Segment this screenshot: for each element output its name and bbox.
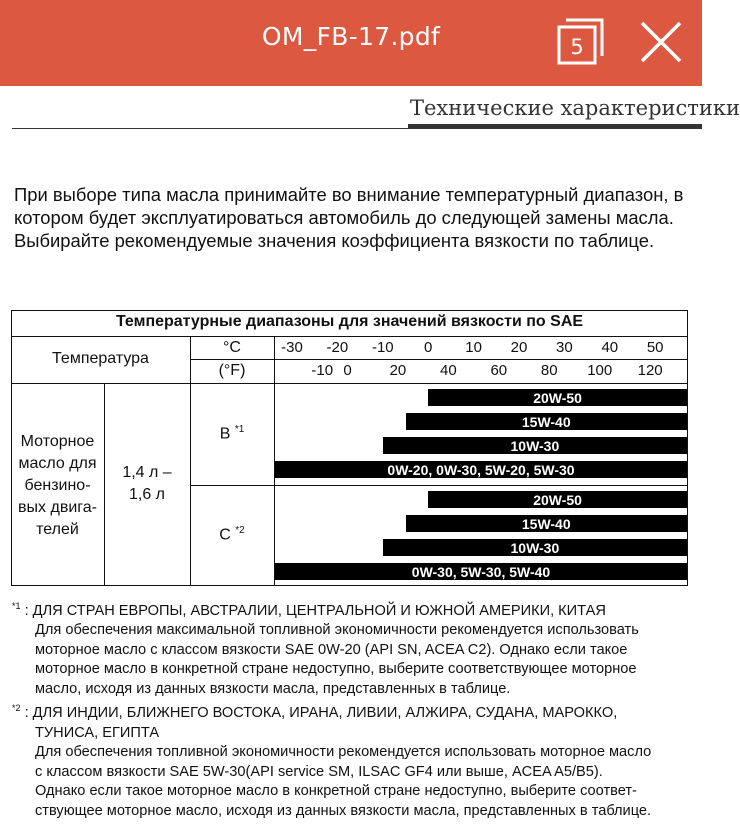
celsius-tick: 0 [424, 339, 433, 356]
celsius-tick: -10 [371, 339, 394, 356]
footnote-1-line: моторное масло в конкретной стране недоступно, выберите соответствующее моторное [35, 661, 637, 678]
header-rule-accent [408, 124, 702, 129]
footnote-1-line: масло, исходя из данных вязкости масла, представленных в таблице. [35, 680, 511, 697]
section-header: Технические характеристики [410, 96, 740, 120]
viscosity-bar: 20W-50 [428, 491, 687, 508]
table-line [190, 485, 688, 486]
fahrenheit-tick: 0 [343, 362, 352, 379]
top-toolbar [0, 0, 702, 86]
fahrenheit-tick: 20 [389, 362, 407, 379]
fahrenheit-tick: 40 [440, 362, 457, 379]
celsius-tick: 30 [556, 339, 573, 356]
viscosity-bar: 10W-30 [383, 539, 687, 556]
fahrenheit-tick: 80 [540, 362, 558, 379]
engine-oil-label: Моторное масло для бензино- вых двига- телей [18, 433, 97, 538]
page-count: 5 [570, 35, 584, 59]
engine-volume-label: 1,4 л – 1,6 л [122, 464, 172, 503]
table-line [11, 383, 688, 384]
group-b-label: B $^{*1}$ [219, 424, 245, 443]
group-c-label: C $^{*2}$ [219, 525, 245, 544]
pages-button[interactable] [556, 15, 608, 67]
table-line [190, 359, 688, 360]
fahrenheit-tick: 60 [490, 362, 508, 379]
fahrenheit-unit: (°F) [218, 362, 246, 379]
celsius-tick: 40 [601, 339, 619, 356]
pages-stack-icon [556, 15, 608, 67]
fahrenheit-tick: 100 [587, 362, 613, 379]
table-line [11, 336, 688, 337]
celsius-tick: -20 [326, 339, 349, 356]
footnote-1-line: моторное масло с классом вязкости SAE 0W-20 (API SN, ACEA C2). Однако если такое [35, 641, 628, 658]
footnote-2-line: Для обеспечения топливной экономичности рекомендуется использовать моторное масло [35, 744, 652, 761]
close-icon [633, 15, 689, 71]
intro-paragraph: При выборе типа масла принимайте во внимание температурный диапазон, в котором будет эксплуатироваться автомобиль до следующей замены масла. Выбирайте рекомендуемые значения коэффициента вязкости по таблице. [14, 184, 684, 251]
footnote-2-line: Однако если такое моторное масло в конкретной стране недоступно, выберите соответ- [35, 783, 637, 800]
celsius-tick: -30 [281, 339, 303, 356]
footnote-2-line: с классом вязкости SAE 5W-30(API service SM, ILSAC GF4 или выше, ACEA A5/B5). [35, 763, 603, 780]
celsius-tick: 50 [646, 339, 664, 356]
table-title: Температурные диапазоны для значений вязкости по SAE [115, 313, 584, 330]
document-title: OM_FB-17.pdf [261, 22, 441, 51]
viscosity-bar: 0W-30, 5W-30, 5W-40 [275, 563, 687, 580]
viscosity-bar: 15W-40 [406, 413, 688, 430]
viscosity-bar: 10W-30 [383, 437, 687, 454]
fahrenheit-tick: 120 [637, 362, 663, 379]
viscosity-bar: 20W-50 [428, 389, 687, 406]
close-button[interactable] [633, 15, 689, 71]
viscosity-bar: 0W-20, 0W-30, 5W-20, 5W-30 [275, 461, 687, 478]
header-rule [12, 128, 408, 129]
viscosity-bar: 15W-40 [406, 515, 688, 532]
footnote-2-line: ствующее моторное масло, исходя из данных вязкости масла, представленных в таблице. [35, 802, 652, 819]
footnotes [12, 597, 698, 821]
footnote-2-heading: $^{*2}$ : ДЛЯ ИНДИИ, БЛИЖНЕГО ВОСТОКА, ИРАНА, ЛИВИИ, АЛЖИРА, СУДАНА, МАРОККО, [12, 703, 618, 722]
footnote-1-heading: $^{*1}$ : ДЛЯ СТРАН ЕВРОПЫ, АВСТРАЛИИ, ЦЕНТРАЛЬНОЙ И ЮЖНОЙ АМЕРИКИ, КИТАЯ [12, 601, 606, 619]
celsius-tick: 20 [510, 339, 528, 356]
celsius-tick: 10 [465, 339, 482, 356]
fahrenheit-tick: -10 [311, 362, 334, 379]
celsius-unit: °C [223, 339, 241, 356]
footnote-1-line: Для обеспечения максимальной топливной экономичности рекомендуется использовать [35, 622, 639, 639]
footnote-2-heading-cont: ТУНИСА, ЕГИПТА [35, 724, 160, 741]
temperature-label: Температура [52, 350, 149, 367]
